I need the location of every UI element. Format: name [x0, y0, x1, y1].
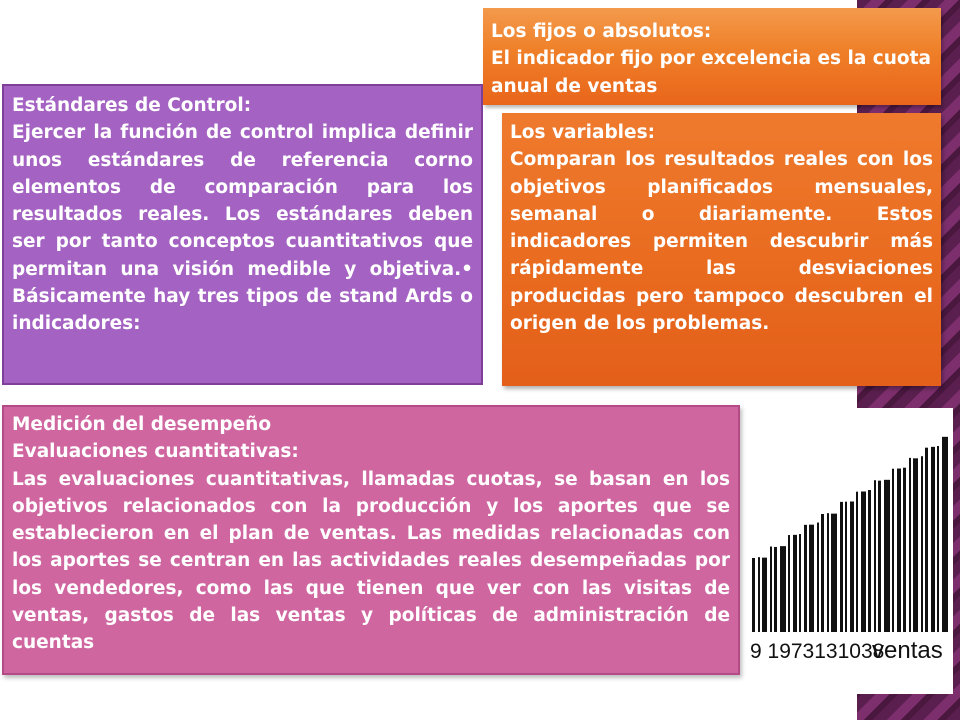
barcode-image: [748, 408, 953, 694]
control-standards-title: Estándares de Control:: [12, 95, 252, 116]
performance-measurement-title: Medición del desempeño: [12, 414, 272, 435]
barcode-bar: [913, 458, 918, 632]
performance-measurement-box: [2, 405, 740, 675]
barcode-bar: [752, 558, 755, 632]
barcode-bar: [925, 448, 928, 632]
variable-indicators-body: Comparan los resultados reales con los objetivos planificados mensuales, semanal o diariamente. Estos indicadores permiten descubrir más rápidamente las desviaciones producidas pero tampoco descubren el origen de los problemas.: [510, 149, 933, 335]
fixed-indicators-title: Los fijos o absolutos:: [491, 21, 712, 42]
control-standards-body: Ejercer la función de control implica definir unos estándares de referencia corno elementos de comparación para los resultados reales. Los estándares deben ser por tanto conceptos cuantitativos que permitan una visión medible y objetiva.• Básicamente hay tres tipos de stand Ards o indicadores:: [12, 122, 473, 335]
barcode-bar: [804, 525, 807, 632]
barcode-bar: [827, 513, 829, 632]
fixed-indicators-box: [483, 8, 941, 105]
barcode-bar: [821, 514, 824, 632]
barcode-bar: [931, 447, 935, 632]
performance-measurement-body: Las evaluaciones cuantitativas, llamadas cuotas, se basan en los objetivos relacionados con la producción y los aportes que se establecieron en el plan de ventas. Las medidas relacionadas con los aportes se centran en las actividades reales desempeñadas por los vendedores, como las que tienen que ver con las visitas de ventas, gastos de las ventas y políticas de administración de cuentas: [12, 468, 730, 654]
barcode-bar: [892, 469, 894, 632]
barcode-bar: [845, 502, 847, 632]
barcode-bar: [856, 492, 858, 632]
barcode-digits: 9 1973131038: [750, 640, 885, 663]
barcode-bar: [909, 458, 911, 632]
barcode-bar: [884, 480, 890, 632]
barcode-graphic: [748, 408, 953, 694]
barcode-bar: [861, 491, 866, 632]
barcode-bar: [780, 546, 786, 632]
barcode-bar: [850, 502, 854, 633]
control-standards-box: [2, 84, 483, 385]
barcode-bar: [831, 514, 837, 632]
barcode-bar: [770, 547, 772, 632]
barcode-bar: [903, 468, 906, 632]
quantitative-evaluations-subtitle: Evaluaciones cuantitativas:: [12, 441, 299, 463]
barcode-word: ventas: [872, 637, 943, 664]
barcode-bar: [840, 502, 843, 632]
barcode-bar: [799, 534, 801, 632]
barcode-bar: [793, 535, 797, 632]
variable-indicators-box: [502, 113, 941, 386]
barcode-bar: [817, 523, 819, 632]
barcode-bar: [878, 481, 881, 632]
fixed-indicators-body: El indicador fijo por excelencia es la cuota anual de ventas: [491, 48, 931, 97]
barcode-bar: [774, 547, 777, 632]
barcode-bar: [868, 490, 871, 632]
barcode-bar: [897, 469, 901, 632]
barcode-bar: [809, 525, 814, 632]
barcode-bar: [921, 456, 923, 632]
barcode-bar: [762, 558, 767, 632]
barcode-bar: [874, 480, 876, 632]
barcode-bar: [788, 535, 790, 632]
barcode-bar: [758, 557, 760, 632]
variable-indicators-title: Los variables:: [510, 122, 655, 143]
barcode-bar: [937, 446, 939, 632]
barcode-bar: [942, 437, 948, 632]
